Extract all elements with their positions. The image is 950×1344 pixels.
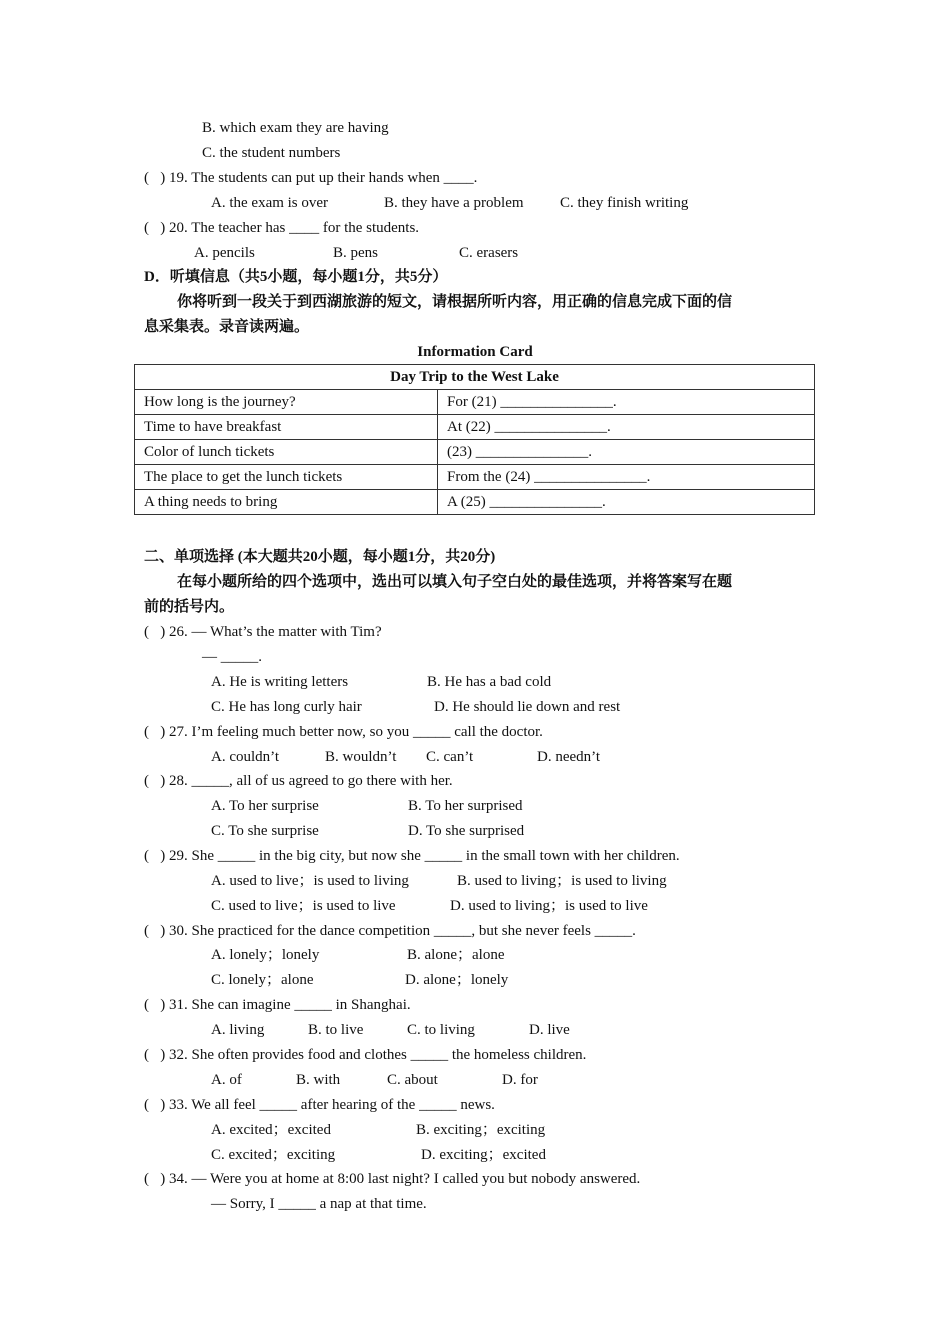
section-d-instruction-line1: 你将听到一段关于到西湖旅游的短文，请根据所听内容，用正确的信息完成下面的信 — [177, 294, 733, 310]
q30-option-b: B. alone；alone — [407, 947, 505, 963]
card-label: The place to get the lunch tickets — [135, 465, 438, 490]
q20-stem: ( ) 20. The teacher has ____ for the students. — [144, 220, 420, 236]
q28-option-b: B. To her surprised — [408, 798, 523, 814]
q33-option-d: D. exciting；excited — [421, 1147, 546, 1163]
q26-option-a: A. He is writing letters — [211, 674, 349, 690]
q32-option-d: D. for — [502, 1072, 538, 1088]
q29-option-d: D. used to living；is used to live — [450, 898, 648, 914]
q31-option-d: D. live — [529, 1022, 570, 1038]
q20-option-b: B. pens — [333, 245, 378, 261]
q30-stem: ( ) 30. She practiced for the dance competition _____, but she never feels _____. — [144, 923, 636, 939]
q18-option-b: B. which exam they are having — [202, 120, 389, 136]
section-d-heading: D．听填信息（共5小题，每小题1分，共5分） — [144, 269, 448, 285]
card-label: Time to have breakfast — [135, 415, 438, 440]
card-header: Day Trip to the West Lake — [135, 365, 815, 390]
q31-stem: ( ) 31. She can imagine _____ in Shanghai. — [144, 997, 411, 1013]
card-blank: At (22) _______________. — [438, 415, 815, 440]
q26-stem: ( ) 26. — What’s the matter with Tim? — [144, 624, 382, 640]
q29-option-c: C. used to live；is used to live — [211, 898, 396, 914]
table-row — [135, 440, 815, 465]
q20-option-c: C. erasers — [459, 245, 519, 261]
card-blank: (23) _______________. — [438, 440, 815, 465]
q27-option-c: C. can’t — [426, 749, 474, 765]
q28-option-d: D. To she surprised — [408, 823, 525, 839]
q33-option-a: A. excited；excited — [211, 1122, 331, 1138]
q28-stem: ( ) 28. _____, all of us agreed to go there with her. — [144, 773, 453, 789]
card-label: Color of lunch tickets — [135, 440, 438, 465]
q28-option-a: A. To her surprise — [211, 798, 319, 814]
q19-option-c: C. they finish writing — [560, 195, 689, 211]
card-label: A thing needs to bring — [135, 490, 438, 515]
table-row — [135, 390, 815, 415]
q26-option-c: C. He has long curly hair — [211, 699, 362, 715]
q28-option-c: C. To she surprise — [211, 823, 319, 839]
q31-option-b: B. to live — [308, 1022, 364, 1038]
table-row — [135, 415, 815, 440]
q26-reply: — _____. — [202, 649, 262, 665]
q33-option-b: B. exciting；exciting — [416, 1122, 546, 1138]
q19-option-a: A. the exam is over — [211, 195, 329, 211]
q26-option-d: D. He should lie down and rest — [434, 699, 621, 715]
card-blank: From the (24) _______________. — [438, 465, 815, 490]
q31-option-c: C. to living — [407, 1022, 475, 1038]
part2-instruction-line2: 前的括号内。 — [144, 599, 235, 615]
q19-option-b: B. they have a problem — [384, 195, 524, 211]
card-title: Information Card — [417, 344, 533, 360]
part2-instruction-line1: 在每小题所给的四个选项中，选出可以填入句子空白处的最佳选项，并将答案写在题 — [177, 574, 733, 590]
q31-option-a: A. living — [211, 1022, 265, 1038]
card-blank: A (25) _______________. — [438, 490, 815, 515]
q33-option-c: C. excited；exciting — [211, 1147, 336, 1163]
q27-option-b: B. wouldn’t — [325, 749, 397, 765]
q27-option-d: D. needn’t — [537, 749, 601, 765]
q33-stem: ( ) 33. We all feel _____ after hearing of the _____ news. — [144, 1097, 495, 1113]
information-card-table — [134, 364, 815, 515]
section-d-instruction-line2: 息采集表。录音读两遍。 — [144, 319, 310, 335]
q29-option-a: A. used to live；is used to living — [211, 873, 409, 889]
q34-reply: — Sorry, I _____ a nap at that time. — [211, 1196, 427, 1212]
q30-option-d: D. alone；lonely — [405, 972, 509, 988]
q19-stem: ( ) 19. The students can put up their hands when ____. — [144, 170, 478, 186]
q32-option-b: B. with — [296, 1072, 341, 1088]
part2-heading: 二、单项选择 (本大题共20小题，每小题1分，共20分) — [144, 549, 496, 565]
q18-option-c: C. the student numbers — [202, 145, 341, 161]
q30-option-a: A. lonely；lonely — [211, 947, 320, 963]
q34-stem: ( ) 34. — Were you at home at 8:00 last night? I called you but nobody answered. — [144, 1171, 641, 1187]
q32-option-c: C. about — [387, 1072, 438, 1088]
q20-option-a: A. pencils — [194, 245, 255, 261]
q27-stem: ( ) 27. I’m feeling much better now, so you _____ call the doctor. — [144, 724, 543, 740]
q32-option-a: A. of — [211, 1072, 242, 1088]
q29-option-b: B. used to living；is used to living — [457, 873, 667, 889]
q26-option-b: B. He has a bad cold — [427, 674, 552, 690]
q29-stem: ( ) 29. She _____ in the big city, but now she _____ in the small town with her children. — [144, 848, 680, 864]
table-row — [135, 490, 815, 515]
table-row — [135, 465, 815, 490]
card-label: How long is the journey? — [135, 390, 438, 415]
q32-stem: ( ) 32. She often provides food and clothes _____ the homeless children. — [144, 1047, 587, 1063]
q30-option-c: C. lonely；alone — [211, 972, 314, 988]
card-blank: For (21) _______________. — [438, 390, 815, 415]
q27-option-a: A. couldn’t — [211, 749, 280, 765]
